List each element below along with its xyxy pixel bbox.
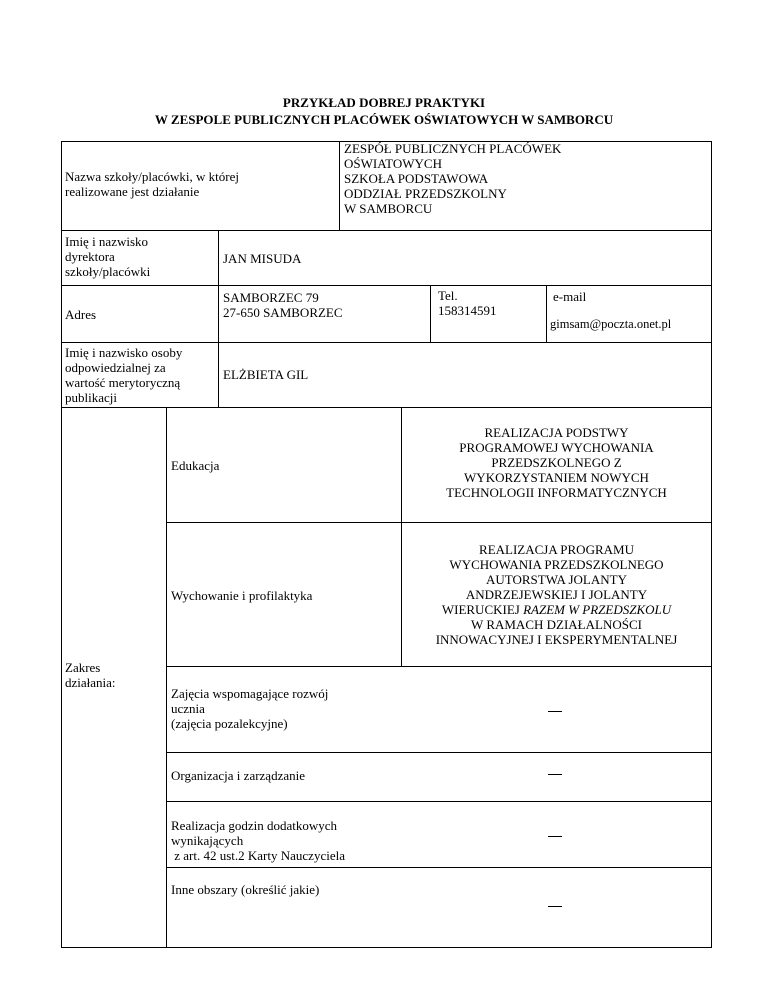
phone-number: 158314591 [438,303,497,318]
scope-desc-extracurricular-dash [548,711,562,712]
scope-area-extracurricular: Zajęcia wspomagające rozwój ucznia (zajęcia pozalekcyjne) [171,686,329,731]
document-title-line-1: PRZYKŁAD DOBREJ PRAKTYKI [282,95,486,110]
scope-area-management: Organizacja i zarządzanie [171,768,305,783]
scope-desc-management-dash [548,774,562,775]
scope-area-additional-hours: Realizacja godzin dodatkowych wynikających z art. 42 ust.2 Karty Nauczyciela [171,818,345,863]
responsible-person-name: ELŻBIETA GIL [223,367,309,382]
scope-desc-education: REALIZACJA PODSTWY PROGRAMOWEJ WYCHOWANIA PRZEDSZKOLNEGO Z WYKORZYSTANIEM NOWYCH TECHNOLOGII INFORMATYCZNYCH [446,425,667,500]
scope-desc-additional-hours-dash [548,836,562,837]
scope-area-education: Edukacja [171,458,220,473]
scope-area-upbringing: Wychowanie i profilaktyka [171,588,313,603]
director-label: Imię i nazwisko dyrektora szkoły/placówki [65,234,151,279]
scope-desc-upbringing: REALIZACJA PROGRAMU WYCHOWANIA PRZEDSZKOLNEGO AUTORSTWA JOLANTY ANDRZEJEWSKIEJ I JOLANTY WIERUCKIEJ RAZEM W PRZEDSZKOLU W RAMACH DZIAŁALNOŚCI INNOWACYJNEJ I EKSPERYMENTALNEJ [435,542,678,647]
scope-desc-other-dash [548,906,562,907]
school-name-label: Nazwa szkoły/placówki, w której realizowane jest działanie [65,169,240,199]
school-name-value: ZESPÓŁ PUBLICZNYCH PLACÓWEK OŚWIATOWYCH SZKOŁA PODSTAWOWA ODDZIAŁ PRZEDSZKOLNY W SAMBORCU [344,141,562,216]
address-label: Adres [65,307,97,322]
email-address: gimsam@poczta.onet.pl [550,317,672,331]
responsible-person-label: Imię i nazwisko osoby odpowiedzialnej za wartość merytoryczną publikacji [65,345,183,405]
document-title-line-2: W ZESPOLE PUBLICZNYCH PLACÓWEK OŚWIATOWYCH W SAMBORCU [154,112,614,127]
address-value: SAMBORZEC 79 27-650 SAMBORZEC [223,290,343,320]
director-name: JAN MISUDA [223,251,302,266]
phone-label: Tel. [438,288,458,303]
email-label: e-mail [553,289,587,304]
scope-label: Zakres działania: [65,660,116,690]
scope-area-other: Inne obszary (określić jakie) [171,882,320,897]
phone-field [438,288,497,318]
